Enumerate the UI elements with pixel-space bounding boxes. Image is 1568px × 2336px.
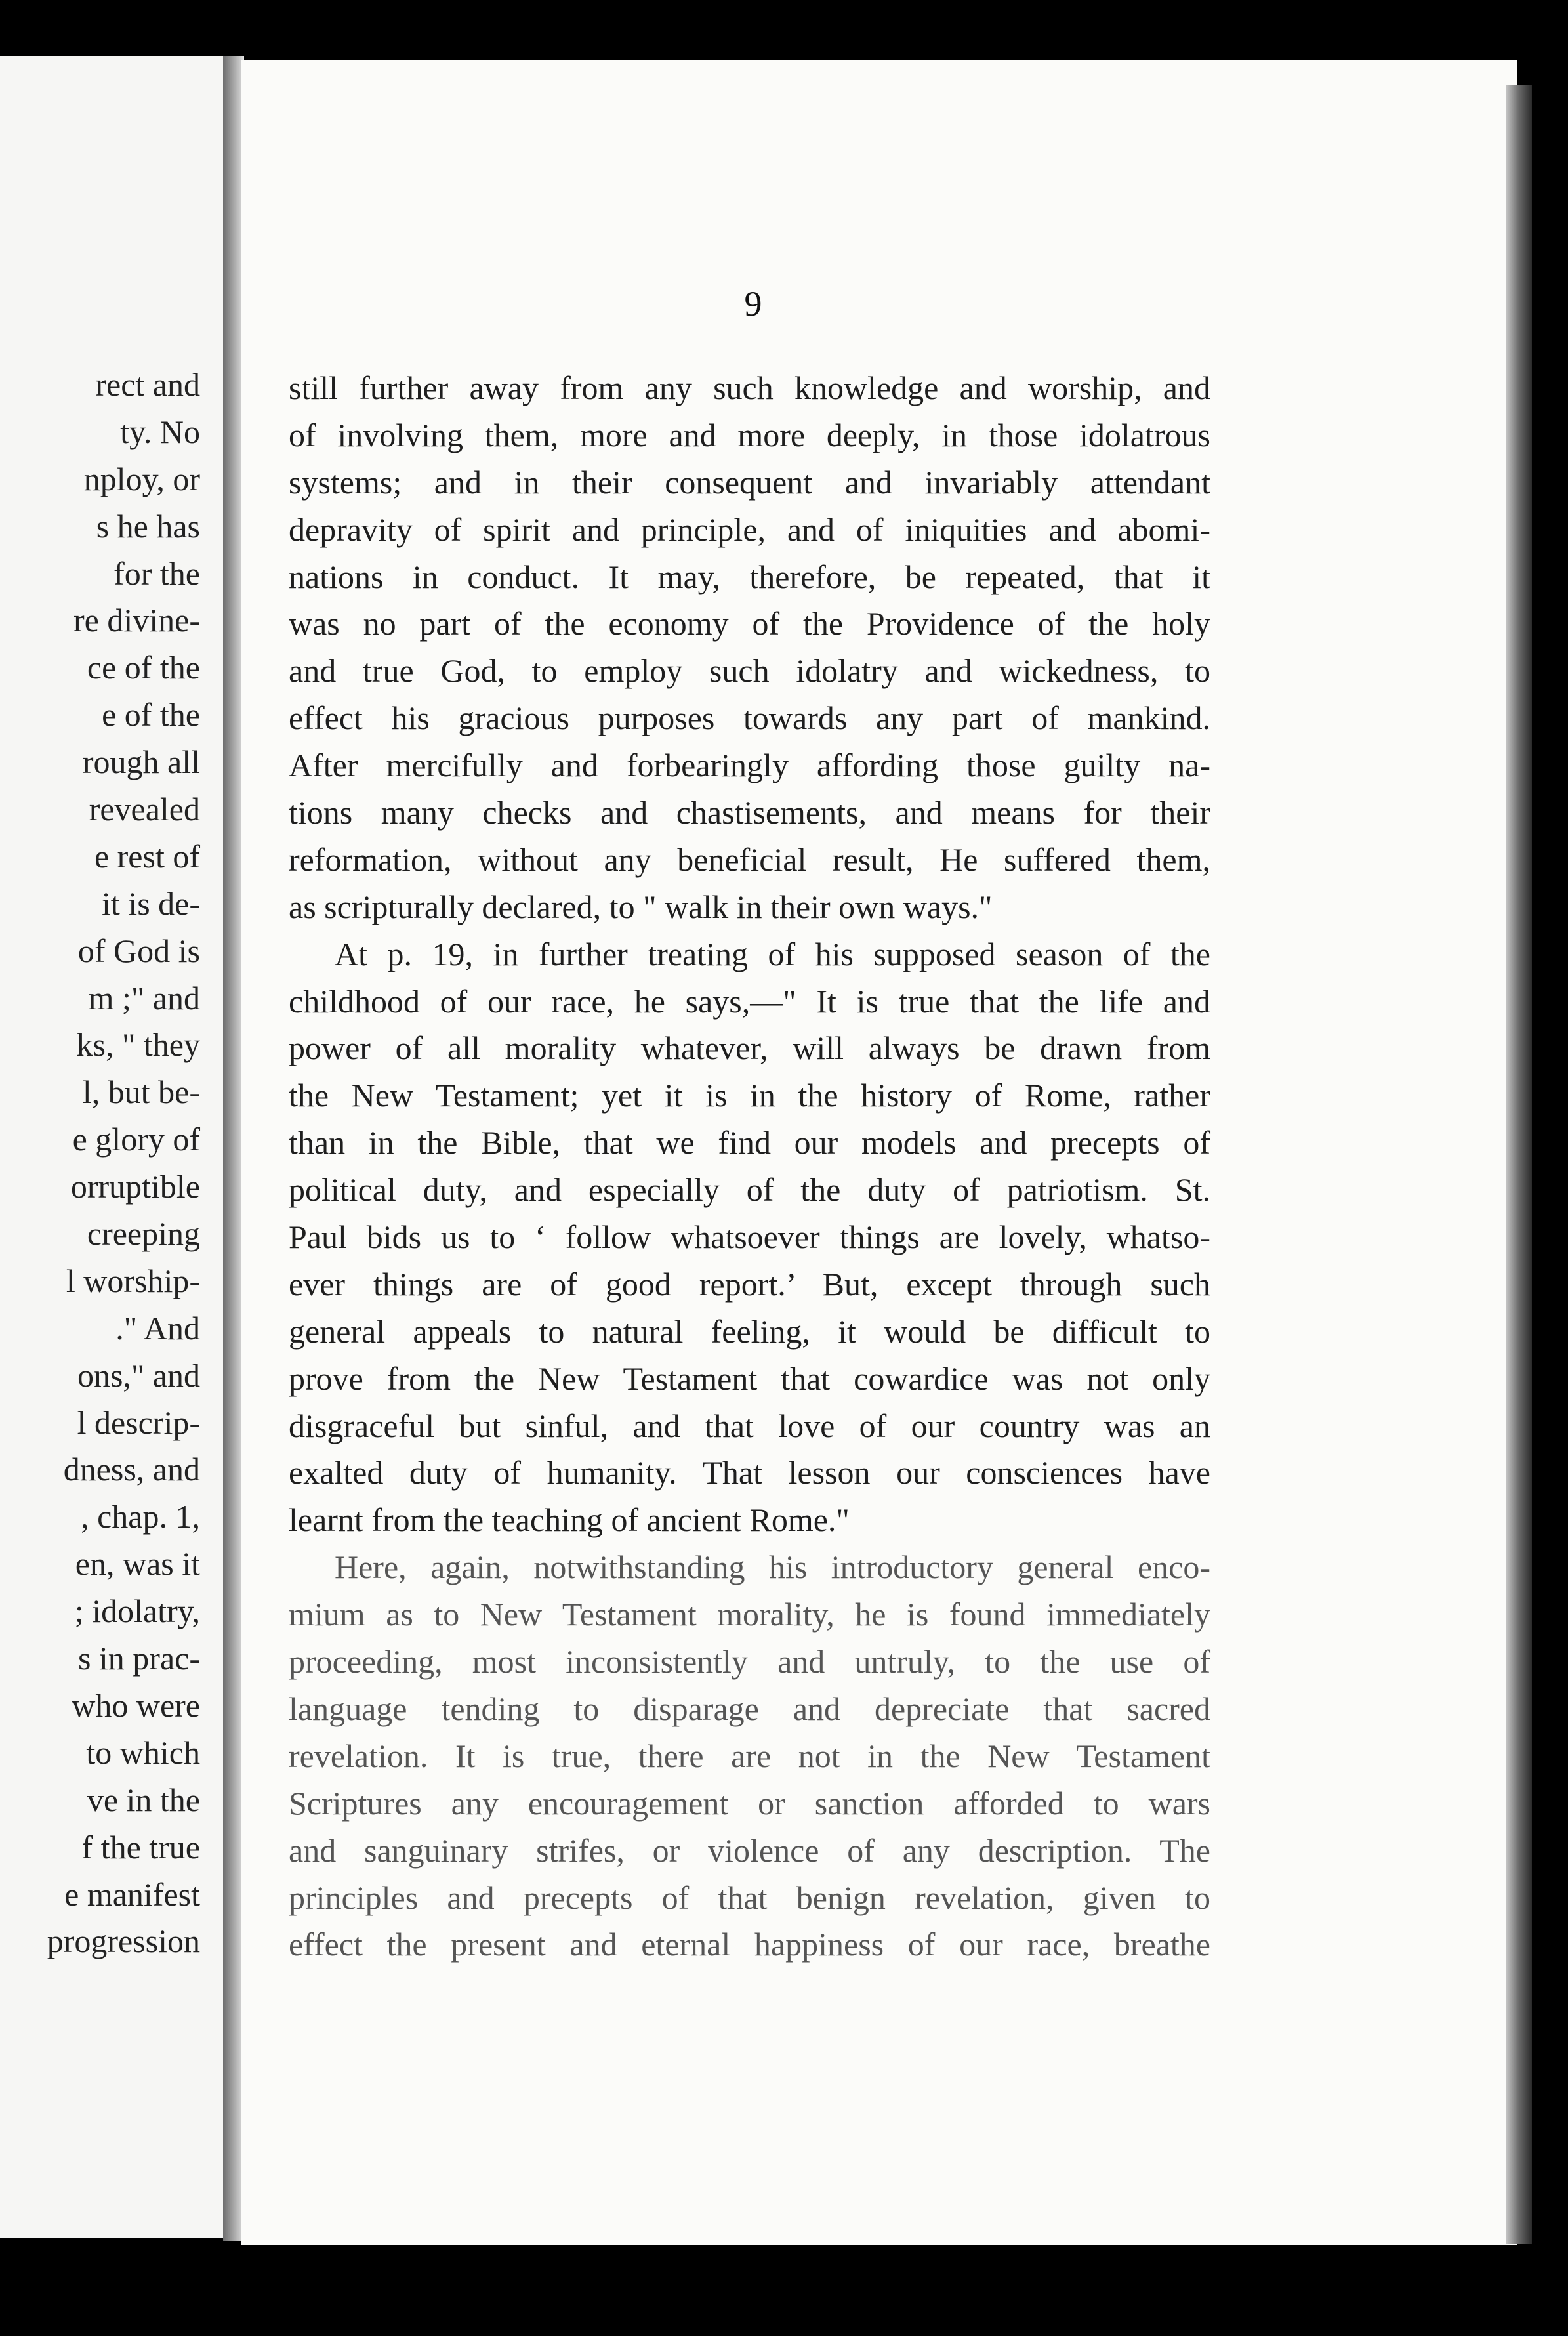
- left-line: s he has: [96, 507, 200, 545]
- left-line: , chap. 1,: [81, 1498, 200, 1535]
- left-line: m ;" and: [88, 979, 200, 1016]
- left-line: to which: [86, 1734, 200, 1771]
- left-page: [0, 56, 228, 2238]
- left-line: ce of the: [87, 649, 200, 686]
- text-line: general appeals to natural feeling, it would be difficult to: [289, 1312, 1210, 1350]
- left-line: progression: [47, 1923, 200, 1960]
- left-line: orruptible: [70, 1168, 200, 1205]
- text-line: than in the Bible, that we find our models and precepts of: [289, 1124, 1210, 1161]
- left-line: creeping: [87, 1215, 200, 1253]
- text-line: Scriptures any encouragement or sanction afforded to wars: [289, 1784, 1210, 1822]
- left-line: s in prac-: [77, 1640, 200, 1677]
- page-number: 9: [744, 284, 762, 323]
- text-line: effect the present and eternal happiness of our race, breathe: [289, 1926, 1210, 1963]
- left-line: l, but be-: [82, 1074, 200, 1111]
- left-line: l descrip-: [77, 1404, 200, 1441]
- text-line: depravity of spirit and principle, and of iniquities and abomi-: [289, 511, 1210, 548]
- left-line: it is de-: [102, 885, 200, 922]
- left-line: ks, " they: [76, 1026, 200, 1064]
- left-line: e rest of: [94, 837, 200, 875]
- text-line: disgraceful but sinful, and that love of our country was an: [289, 1407, 1210, 1444]
- text-line: proceeding, most inconsistently and untruly, to the use of: [289, 1643, 1210, 1680]
- left-line: rough all: [82, 743, 200, 781]
- text-line: still further away from any such knowledge and worship, and: [289, 369, 1210, 406]
- text-line: systems; and in their consequent and invariably attendant: [289, 463, 1210, 501]
- text-line: prove from the New Testament that cowardice was not only: [289, 1360, 1210, 1397]
- left-line: rect and: [95, 366, 200, 403]
- left-line: e of the: [102, 696, 200, 734]
- text-line: childhood of our race, he says,—" It is true that the life and: [289, 982, 1210, 1020]
- left-line: ." And: [115, 1309, 200, 1346]
- text-line: ever things are of good report.’ But, except through such: [289, 1265, 1210, 1303]
- body-text: [289, 365, 1210, 1969]
- text-line: effect his gracious purposes towards any part of mankind.: [289, 699, 1210, 737]
- text-line: was no part of the economy of the Providence of the holy: [289, 605, 1210, 642]
- paragraph-start-line: At p. 19, in further treating of his supposed season of the: [335, 935, 1210, 972]
- paragraph-start-line: Here, again, notwithstanding his introductory general enco-: [335, 1549, 1210, 1586]
- left-page-text: [47, 362, 200, 1965]
- left-line: ; idolatry,: [74, 1593, 200, 1630]
- text-line: After mercifully and forbearingly affording those guilty na-: [289, 747, 1210, 784]
- left-line: l worship-: [66, 1262, 200, 1299]
- text-line: nations in conduct. It may, therefore, be repeated, that it: [289, 558, 1210, 595]
- text-line: principles and precepts of that benign revelation, given to: [289, 1879, 1210, 1916]
- text-line: language tending to disparage and depreciate that sacred: [289, 1690, 1210, 1727]
- left-line: en, was it: [75, 1545, 200, 1583]
- left-line: ons," and: [77, 1356, 200, 1394]
- left-line: re divine-: [73, 602, 200, 639]
- text-line: mium as to New Testament morality, he is found immediately: [289, 1596, 1210, 1633]
- page-edge-shadow: [1506, 85, 1532, 2244]
- left-line: f the true: [81, 1828, 200, 1866]
- text-line: learnt from the teaching of ancient Rome.": [289, 1501, 850, 1539]
- text-line: power of all morality whatever, will always be drawn from: [289, 1030, 1210, 1067]
- left-line: ve in the: [87, 1781, 200, 1818]
- left-line: dness, and: [63, 1451, 200, 1488]
- left-line: e glory of: [72, 1121, 200, 1158]
- left-line: who were: [72, 1686, 200, 1724]
- left-line: of God is: [77, 932, 200, 969]
- text-line: and true God, to employ such idolatry and wickedness, to: [289, 652, 1210, 690]
- left-line: ty. No: [120, 413, 200, 450]
- text-line: exalted duty of humanity. That lesson our consciences have: [289, 1454, 1210, 1491]
- text-line: Paul bids us to ‘ follow whatsoever things are lovely, whatso-: [289, 1219, 1210, 1256]
- text-line: political duty, and especially of the duty of patriotism. St.: [289, 1171, 1210, 1209]
- text-line: as scripturally declared, to " walk in their own ways.": [289, 888, 993, 925]
- left-line: revealed: [89, 791, 200, 828]
- text-line: tions many checks and chastisements, and means for their: [289, 794, 1210, 831]
- left-line: nploy, or: [83, 460, 200, 497]
- left-line: e manifest: [64, 1875, 200, 1913]
- text-line: reformation, without any beneficial result, He suffered them,: [289, 841, 1210, 878]
- text-line: and sanguinary strifes, or violence of any description. The: [289, 1831, 1210, 1869]
- left-line: for the: [113, 554, 200, 592]
- text-line: of involving them, more and more deeply, in those idolatrous: [289, 416, 1210, 453]
- text-line: revelation. It is true, there are not in the New Testament: [289, 1737, 1210, 1774]
- text-line: the New Testament; yet it is in the history of Rome, rather: [289, 1077, 1210, 1114]
